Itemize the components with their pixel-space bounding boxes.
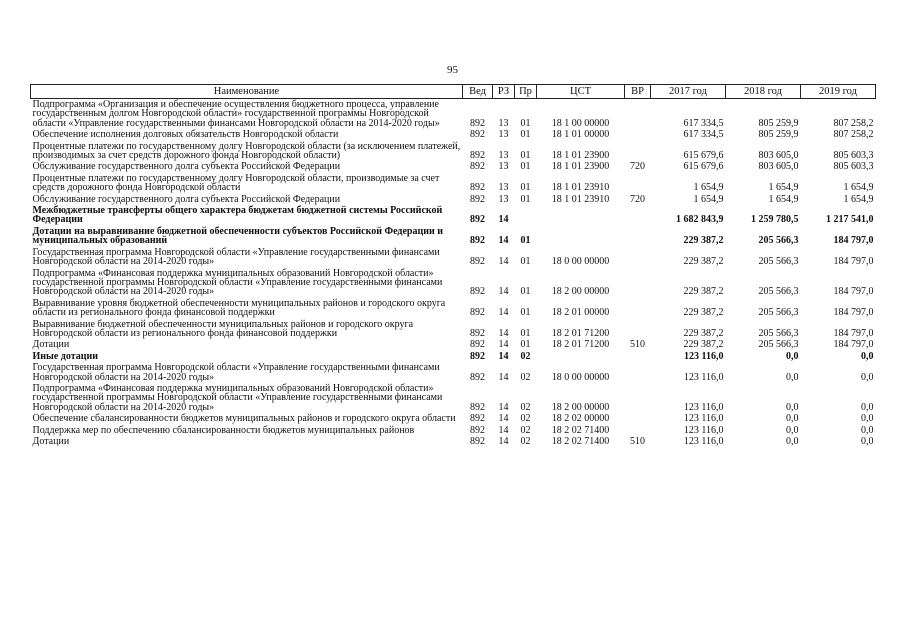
cell-ved: 892 bbox=[470, 401, 485, 413]
cell-rz: 14 bbox=[498, 286, 509, 298]
cell-ved: 892 bbox=[470, 307, 485, 319]
cell-y2018: 0,0 bbox=[786, 436, 799, 447]
cell-cst: 18 1 01 00000 bbox=[551, 129, 610, 141]
cell-cst: 18 1 01 23910 bbox=[551, 193, 610, 205]
cell-y2017: 123 116,0 bbox=[683, 413, 724, 425]
cell-y2018: 1 259 780,5 bbox=[751, 214, 799, 226]
table-row bbox=[31, 319, 876, 340]
cell-cst bbox=[537, 205, 625, 226]
cell-rz: 14 bbox=[498, 401, 509, 413]
cell-cst: 18 2 01 71200 bbox=[551, 339, 610, 351]
cell-name: Обслуживание государственного долга субъекта Российской Федерации bbox=[32, 161, 341, 173]
cell-ved: 892 bbox=[470, 339, 485, 351]
cell-y2018: 205 566,3 bbox=[758, 307, 799, 319]
table-row bbox=[31, 129, 876, 140]
cell-pr: 01 bbox=[520, 286, 531, 298]
table-row bbox=[31, 436, 876, 447]
cell-pr: 01 bbox=[520, 235, 531, 247]
cell-vr: 720 bbox=[630, 161, 645, 173]
cell-name: Иные дотации bbox=[32, 350, 99, 362]
cell-name: Дотации bbox=[32, 339, 70, 351]
table-row bbox=[31, 99, 876, 130]
cell-y2019: 184 797,0 bbox=[833, 235, 874, 247]
cell-name: Обеспечение исполнения долговых обязательств Новгородской области bbox=[32, 129, 339, 141]
cell-vr bbox=[625, 141, 651, 162]
table-row bbox=[31, 141, 876, 162]
cell-y2018: 0,0 bbox=[786, 350, 799, 362]
cell-y2017: 615 679,6 bbox=[683, 150, 724, 162]
cell-y2018: 205 566,3 bbox=[758, 256, 799, 268]
cell-pr: 01 bbox=[520, 307, 531, 319]
cell-ved: 892 bbox=[470, 286, 485, 298]
table-header-row bbox=[31, 85, 876, 99]
cell-cst: 18 1 01 23900 bbox=[551, 150, 610, 162]
cell-name: Подпрограмма «Финансовая поддержка муниципальных образований Новгородской области» государственной программы Новгородской области «Управление государственными финансами Новгородской области на 2014-2020 годы» bbox=[32, 382, 443, 413]
cell-cst bbox=[537, 351, 625, 362]
cell-rz: 13 bbox=[498, 161, 509, 173]
cell-y2019: 184 797,0 bbox=[833, 256, 874, 268]
cell-rz: 14 bbox=[498, 235, 509, 247]
cell-vr bbox=[625, 226, 651, 247]
cell-ved: 892 bbox=[470, 424, 485, 436]
cell-y2019: 805 603,3 bbox=[833, 150, 874, 162]
cell-rz: 13 bbox=[498, 193, 509, 205]
cell-rz: 14 bbox=[498, 413, 509, 425]
cell-rz: 14 bbox=[498, 339, 509, 351]
cell-pr: 02 bbox=[520, 350, 531, 362]
cell-y2018: 1 654,9 bbox=[768, 182, 799, 194]
cell-pr: 02 bbox=[520, 413, 531, 425]
cell-y2018: 0,0 bbox=[786, 413, 799, 425]
cell-y2017: 615 679,6 bbox=[683, 161, 724, 173]
cell-name: Обслуживание государственного долга субъекта Российской Федерации bbox=[32, 193, 341, 205]
cell-pr: 01 bbox=[520, 150, 531, 162]
cell-vr bbox=[625, 205, 651, 226]
cell-y2018: 1 654,9 bbox=[768, 193, 799, 205]
cell-rz: 14 bbox=[498, 214, 509, 226]
table-row bbox=[31, 413, 876, 424]
cell-y2017: 123 116,0 bbox=[683, 371, 724, 383]
cell-name: Дотации на выравнивание бюджетной обеспеченности субъектов Российской Федерации и муниципальных образований bbox=[32, 225, 444, 247]
table-row bbox=[31, 425, 876, 436]
cell-pr: 01 bbox=[520, 193, 531, 205]
cell-ved: 892 bbox=[470, 413, 485, 425]
cell-pr: 02 bbox=[520, 436, 531, 447]
cell-cst: 18 2 00 00000 bbox=[551, 286, 610, 298]
cell-y2018: 805 259,9 bbox=[758, 117, 799, 129]
cell-rz: 14 bbox=[498, 424, 509, 436]
cell-y2019: 0,0 bbox=[861, 436, 874, 447]
cell-rz: 13 bbox=[498, 129, 509, 141]
cell-vr bbox=[625, 129, 651, 140]
table-row bbox=[31, 383, 876, 413]
cell-name: Подпрограмма «Организация и обеспечение осуществления бюджетного процесса, управление государственным долгом Новгородской области» государственной программы Новгородской области «Управление государственными финансами Новгородской области на 2014-2020 годы» bbox=[32, 99, 440, 129]
cell-name: Выравнивание уровня бюджетной обеспеченности муниципальных районов и городского округа области из регионального фонда финансовой поддержки bbox=[32, 297, 446, 319]
header-vr: ВР bbox=[625, 85, 651, 99]
table-row bbox=[31, 339, 876, 350]
cell-vr: 510 bbox=[630, 339, 645, 351]
cell-y2018: 0,0 bbox=[786, 424, 799, 436]
cell-pr: 01 bbox=[520, 339, 531, 351]
cell-y2017: 123 116,0 bbox=[683, 436, 724, 447]
cell-y2019: 1 654,9 bbox=[843, 182, 874, 194]
cell-rz: 14 bbox=[498, 256, 509, 268]
cell-y2018: 0,0 bbox=[786, 401, 799, 413]
cell-ved: 892 bbox=[470, 256, 485, 268]
cell-cst: 18 0 00 00000 bbox=[551, 256, 610, 268]
page-number: 95 bbox=[447, 64, 458, 76]
cell-y2019: 184 797,0 bbox=[833, 307, 874, 319]
cell-name: Обеспечение сбалансированности бюджетов муниципальных районов и городского округа области bbox=[32, 413, 456, 425]
cell-y2017: 229 387,2 bbox=[683, 327, 724, 339]
cell-rz: 14 bbox=[498, 350, 509, 362]
cell-cst: 18 2 01 71200 bbox=[551, 327, 610, 339]
cell-vr bbox=[625, 413, 651, 424]
cell-y2018: 205 566,3 bbox=[758, 286, 799, 298]
cell-y2017: 229 387,2 bbox=[683, 307, 724, 319]
table-row bbox=[31, 351, 876, 362]
table-row bbox=[31, 362, 876, 383]
cell-y2017: 617 334,5 bbox=[683, 117, 724, 129]
cell-cst: 18 2 02 71400 bbox=[551, 436, 610, 447]
cell-y2018: 803 605,0 bbox=[758, 161, 799, 173]
cell-y2019: 0,0 bbox=[861, 350, 874, 362]
cell-name: Подпрограмма «Финансовая поддержка муниципальных образований Новгородской области» государственной программы Новгородской области «Управление государственными финансами Новгородской области на 2014-2020 годы» bbox=[32, 267, 443, 298]
cell-y2017: 229 387,2 bbox=[683, 286, 724, 298]
cell-y2019: 0,0 bbox=[861, 371, 874, 383]
header-ved: Вед bbox=[463, 85, 493, 99]
cell-cst: 18 2 02 00000 bbox=[551, 413, 610, 425]
header-cst: ЦСТ bbox=[537, 85, 625, 99]
cell-pr: 01 bbox=[520, 182, 531, 194]
cell-vr: 720 bbox=[630, 193, 645, 205]
table-row bbox=[31, 194, 876, 205]
table-row bbox=[31, 298, 876, 319]
cell-cst: 18 2 02 71400 bbox=[551, 424, 610, 436]
cell-y2019: 0,0 bbox=[861, 401, 874, 413]
cell-name: Процентные платежи по государственному долгу Новгородской области, производимые за счет средств дорожного фонда Новгородской области bbox=[32, 172, 440, 194]
cell-vr bbox=[625, 362, 651, 383]
cell-pr: 02 bbox=[520, 424, 531, 436]
cell-ved: 892 bbox=[470, 371, 485, 383]
table-row bbox=[31, 161, 876, 172]
cell-name: Государственная программа Новгородской области «Управление государственными финансами Новгородской области на 2014-2020 годы» bbox=[32, 246, 440, 268]
cell-y2019: 1 654,9 bbox=[843, 193, 874, 205]
cell-rz: 14 bbox=[498, 436, 509, 447]
cell-y2019: 184 797,0 bbox=[833, 286, 874, 298]
cell-y2019: 1 217 541,0 bbox=[826, 214, 874, 226]
cell-vr bbox=[625, 99, 651, 130]
cell-cst: 18 1 01 23900 bbox=[551, 161, 610, 173]
header-rz: РЗ bbox=[493, 85, 515, 99]
cell-rz: 14 bbox=[498, 327, 509, 339]
cell-y2019: 807 258,2 bbox=[833, 129, 874, 141]
cell-ved: 892 bbox=[470, 129, 485, 141]
cell-y2017: 617 334,5 bbox=[683, 129, 724, 141]
cell-pr bbox=[515, 205, 537, 226]
header-name: Наименование bbox=[31, 85, 463, 99]
cell-pr: 01 bbox=[520, 327, 531, 339]
cell-y2018: 205 566,3 bbox=[758, 235, 799, 247]
cell-vr bbox=[625, 268, 651, 298]
cell-ved: 892 bbox=[470, 235, 485, 247]
cell-pr: 01 bbox=[520, 129, 531, 141]
cell-y2019: 805 603,3 bbox=[833, 161, 874, 173]
cell-pr: 01 bbox=[520, 256, 531, 268]
cell-ved: 892 bbox=[470, 350, 485, 362]
header-2019: 2019 год bbox=[801, 85, 876, 99]
cell-name: Выравнивание бюджетной обеспеченности муниципальных районов и городского округа Новгородской области из регионального фонда финансовой поддержки bbox=[32, 318, 414, 339]
cell-y2018: 0,0 bbox=[786, 371, 799, 383]
cell-cst: 18 0 00 00000 bbox=[551, 371, 610, 383]
cell-rz: 13 bbox=[498, 150, 509, 162]
cell-name: Государственная программа Новгородской области «Управление государственными финансами Новгородской области на 2014-2020 годы» bbox=[32, 362, 440, 383]
cell-vr bbox=[625, 298, 651, 319]
cell-ved: 892 bbox=[470, 150, 485, 162]
cell-y2018: 205 566,3 bbox=[758, 339, 799, 351]
header-2018: 2018 год bbox=[726, 85, 801, 99]
cell-vr bbox=[625, 425, 651, 436]
cell-ved: 892 bbox=[470, 193, 485, 205]
cell-y2019: 0,0 bbox=[861, 424, 874, 436]
table-body bbox=[31, 99, 876, 448]
cell-vr bbox=[625, 319, 651, 340]
cell-ved: 892 bbox=[470, 182, 485, 194]
cell-rz: 13 bbox=[498, 117, 509, 129]
cell-y2018: 803 605,0 bbox=[758, 150, 799, 162]
table-row bbox=[31, 247, 876, 268]
cell-ved: 892 bbox=[470, 117, 485, 129]
cell-y2019: 184 797,0 bbox=[833, 327, 874, 339]
cell-vr: 510 bbox=[630, 436, 645, 447]
table-row bbox=[31, 226, 876, 247]
cell-cst: 18 2 01 00000 bbox=[551, 307, 610, 319]
cell-y2019: 184 797,0 bbox=[833, 339, 874, 351]
cell-y2018: 205 566,3 bbox=[758, 327, 799, 339]
cell-name: Поддержка мер по обеспечению сбалансированности бюджетов муниципальных районов bbox=[32, 424, 415, 436]
cell-y2017: 1 654,9 bbox=[693, 182, 724, 194]
table-row bbox=[31, 268, 876, 298]
cell-vr bbox=[625, 351, 651, 362]
table-row bbox=[31, 173, 876, 194]
cell-y2018: 805 259,9 bbox=[758, 129, 799, 141]
cell-y2017: 123 116,0 bbox=[683, 424, 724, 436]
cell-pr: 01 bbox=[520, 117, 531, 129]
cell-cst: 18 1 00 00000 bbox=[551, 117, 610, 129]
cell-y2019: 0,0 bbox=[861, 413, 874, 425]
cell-name: Межбюджетные трансферты общего характера бюджетам бюджетной системы Российской Федерации bbox=[32, 205, 443, 226]
cell-cst: 18 1 01 23910 bbox=[551, 182, 610, 194]
cell-vr bbox=[625, 383, 651, 413]
cell-rz: 14 bbox=[498, 371, 509, 383]
cell-pr: 02 bbox=[520, 371, 531, 383]
cell-cst bbox=[537, 226, 625, 247]
header-2017: 2017 год bbox=[651, 85, 726, 99]
cell-y2017: 1 654,9 bbox=[693, 193, 724, 205]
cell-y2017: 229 387,2 bbox=[683, 235, 724, 247]
cell-ved: 892 bbox=[470, 436, 485, 447]
cell-y2017: 229 387,2 bbox=[683, 339, 724, 351]
cell-y2019: 807 258,2 bbox=[833, 117, 874, 129]
cell-y2017: 1 682 843,9 bbox=[676, 214, 724, 226]
table-row bbox=[31, 205, 876, 226]
cell-y2017: 123 116,0 bbox=[684, 350, 724, 362]
budget-table bbox=[30, 84, 876, 447]
header-pr: Пр bbox=[515, 85, 537, 99]
cell-pr: 01 bbox=[520, 161, 531, 173]
cell-y2017: 123 116,0 bbox=[683, 401, 724, 413]
cell-pr: 02 bbox=[520, 401, 531, 413]
cell-vr bbox=[625, 173, 651, 194]
cell-ved: 892 bbox=[470, 161, 485, 173]
cell-rz: 13 bbox=[498, 182, 509, 194]
cell-ved: 892 bbox=[470, 214, 485, 226]
cell-y2017: 229 387,2 bbox=[683, 256, 724, 268]
cell-cst: 18 2 00 00000 bbox=[551, 401, 610, 413]
cell-name: Процентные платежи по государственному долгу Новгородской области (за исключением платежей, производимых за счет средств дорожного фонда Новгородской области) bbox=[32, 140, 461, 162]
cell-ved: 892 bbox=[470, 327, 485, 339]
cell-vr bbox=[625, 247, 651, 268]
cell-name: Дотации bbox=[32, 436, 70, 447]
cell-rz: 14 bbox=[498, 307, 509, 319]
